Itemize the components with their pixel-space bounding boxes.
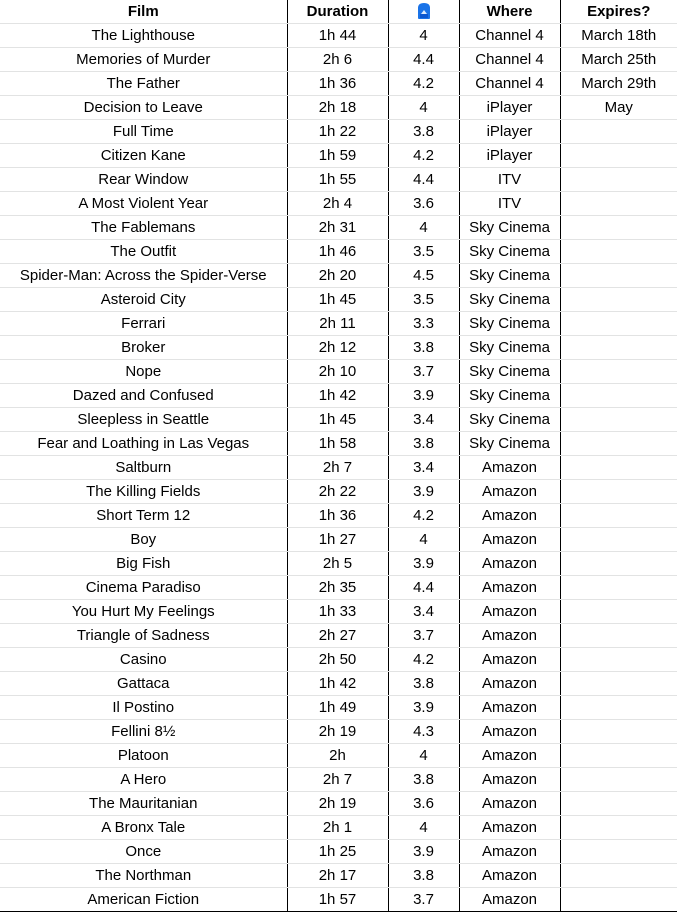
duration-cell[interactable]: 2h 35 — [287, 576, 388, 600]
film-cell[interactable]: Platoon — [0, 744, 287, 768]
expires-cell[interactable] — [560, 888, 677, 912]
duration-cell[interactable]: 1h 59 — [287, 144, 388, 168]
rating-cell[interactable]: 3.4 — [388, 456, 459, 480]
table-row — [0, 720, 677, 744]
expires-cell[interactable] — [560, 768, 677, 792]
duration-cell[interactable]: 2h 17 — [287, 864, 388, 888]
film-cell[interactable]: Saltburn — [0, 456, 287, 480]
rating-badge-icon — [416, 2, 432, 20]
where-cell[interactable]: Amazon — [459, 672, 560, 696]
where-cell[interactable]: Amazon — [459, 552, 560, 576]
where-cell[interactable]: Amazon — [459, 744, 560, 768]
table-row — [0, 600, 677, 624]
expires-cell[interactable] — [560, 120, 677, 144]
rating-cell[interactable]: 3.8 — [388, 672, 459, 696]
duration-cell[interactable]: 2h 10 — [287, 360, 388, 384]
expires-cell[interactable] — [560, 456, 677, 480]
duration-cell[interactable]: 2h 22 — [287, 480, 388, 504]
film-cell[interactable]: The Killing Fields — [0, 480, 287, 504]
where-cell[interactable]: Sky Cinema — [459, 336, 560, 360]
expires-cell[interactable] — [560, 624, 677, 648]
rating-cell[interactable]: 4.3 — [388, 720, 459, 744]
rating-cell[interactable]: 3.9 — [388, 696, 459, 720]
duration-cell[interactable]: 1h 36 — [287, 504, 388, 528]
expires-cell[interactable] — [560, 216, 677, 240]
duration-cell[interactable]: 1h 22 — [287, 120, 388, 144]
where-cell[interactable]: Amazon — [459, 696, 560, 720]
where-cell[interactable]: Sky Cinema — [459, 288, 560, 312]
film-cell[interactable]: A Bronx Tale — [0, 816, 287, 840]
table-row — [0, 696, 677, 720]
rating-cell[interactable]: 4.2 — [388, 648, 459, 672]
table-row — [0, 624, 677, 648]
rating-cell[interactable]: 3.6 — [388, 192, 459, 216]
film-cell[interactable]: Il Postino — [0, 696, 287, 720]
where-cell[interactable]: iPlayer — [459, 144, 560, 168]
expires-cell[interactable] — [560, 528, 677, 552]
table-row — [0, 312, 677, 336]
where-cell[interactable]: Amazon — [459, 480, 560, 504]
rating-cell[interactable]: 4.5 — [388, 264, 459, 288]
duration-cell[interactable]: 1h 27 — [287, 528, 388, 552]
header-row — [0, 0, 677, 24]
where-cell[interactable]: Amazon — [459, 576, 560, 600]
film-cell[interactable]: Dazed and Confused — [0, 384, 287, 408]
duration-cell[interactable]: 2h 4 — [287, 192, 388, 216]
expires-cell[interactable] — [560, 480, 677, 504]
where-cell[interactable]: Sky Cinema — [459, 240, 560, 264]
where-cell[interactable]: iPlayer — [459, 96, 560, 120]
duration-cell[interactable]: 2h — [287, 744, 388, 768]
rating-cell[interactable]: 3.9 — [388, 552, 459, 576]
film-cell[interactable]: Fellini 8½ — [0, 720, 287, 744]
film-cell[interactable]: Once — [0, 840, 287, 864]
header-rating[interactable] — [388, 0, 459, 24]
film-cell[interactable]: The Northman — [0, 864, 287, 888]
where-cell[interactable]: Amazon — [459, 504, 560, 528]
table-row — [0, 408, 677, 432]
duration-cell[interactable]: 2h 11 — [287, 312, 388, 336]
table-row — [0, 792, 677, 816]
expires-cell[interactable] — [560, 840, 677, 864]
rating-cell[interactable]: 4 — [388, 744, 459, 768]
duration-cell[interactable]: 2h 12 — [287, 336, 388, 360]
rating-cell[interactable]: 4 — [388, 816, 459, 840]
table-row — [0, 840, 677, 864]
expires-cell[interactable] — [560, 168, 677, 192]
duration-cell[interactable]: 1h 45 — [287, 288, 388, 312]
duration-cell[interactable]: 1h 55 — [287, 168, 388, 192]
where-cell[interactable]: Amazon — [459, 648, 560, 672]
table-row — [0, 744, 677, 768]
duration-cell[interactable]: 2h 7 — [287, 456, 388, 480]
table-row — [0, 504, 677, 528]
duration-cell[interactable]: 2h 5 — [287, 552, 388, 576]
table-row — [0, 432, 677, 456]
where-cell[interactable]: Amazon — [459, 720, 560, 744]
where-cell[interactable]: Sky Cinema — [459, 408, 560, 432]
table-row — [0, 264, 677, 288]
rating-cell[interactable]: 3.9 — [388, 840, 459, 864]
rating-cell[interactable]: 3.7 — [388, 888, 459, 912]
expires-cell[interactable] — [560, 240, 677, 264]
table-row — [0, 528, 677, 552]
where-cell[interactable]: Channel 4 — [459, 48, 560, 72]
where-cell[interactable]: Channel 4 — [459, 24, 560, 48]
expires-cell[interactable] — [560, 792, 677, 816]
rating-cell[interactable]: 3.5 — [388, 240, 459, 264]
expires-cell[interactable] — [560, 864, 677, 888]
expires-cell[interactable] — [560, 720, 677, 744]
duration-cell[interactable]: 1h 46 — [287, 240, 388, 264]
rating-cell[interactable]: 3.8 — [388, 336, 459, 360]
table-row — [0, 72, 677, 96]
table-row — [0, 288, 677, 312]
duration-cell[interactable]: 2h 18 — [287, 96, 388, 120]
where-cell[interactable]: Amazon — [459, 792, 560, 816]
table-row — [0, 672, 677, 696]
duration-cell[interactable]: 2h 31 — [287, 216, 388, 240]
expires-cell[interactable] — [560, 552, 677, 576]
expires-cell[interactable] — [560, 288, 677, 312]
expires-cell[interactable] — [560, 504, 677, 528]
rating-cell[interactable]: 3.4 — [388, 408, 459, 432]
table-row — [0, 336, 677, 360]
where-cell[interactable]: Amazon — [459, 624, 560, 648]
film-cell[interactable]: Rear Window — [0, 168, 287, 192]
rating-cell[interactable]: 3.3 — [388, 312, 459, 336]
film-cell[interactable]: Fear and Loathing in Las Vegas — [0, 432, 287, 456]
expires-cell[interactable] — [560, 648, 677, 672]
header-expires[interactable]: Expires? — [560, 0, 677, 24]
where-cell[interactable]: Amazon — [459, 840, 560, 864]
where-cell[interactable]: Amazon — [459, 768, 560, 792]
expires-cell[interactable] — [560, 672, 677, 696]
duration-cell[interactable]: 1h 49 — [287, 696, 388, 720]
where-cell[interactable]: Sky Cinema — [459, 384, 560, 408]
film-cell[interactable]: Gattaca — [0, 672, 287, 696]
expires-cell[interactable] — [560, 744, 677, 768]
where-cell[interactable]: Amazon — [459, 528, 560, 552]
duration-cell[interactable]: 1h 36 — [287, 72, 388, 96]
expires-cell[interactable]: March 18th — [560, 24, 677, 48]
table-row — [0, 816, 677, 840]
expires-cell[interactable] — [560, 384, 677, 408]
expires-cell[interactable]: March 25th — [560, 48, 677, 72]
rating-cell[interactable]: 3.4 — [388, 600, 459, 624]
table-row — [0, 648, 677, 672]
where-cell[interactable]: Sky Cinema — [459, 432, 560, 456]
rating-cell[interactable]: 3.7 — [388, 624, 459, 648]
expires-cell[interactable] — [560, 576, 677, 600]
expires-cell[interactable] — [560, 336, 677, 360]
film-cell[interactable]: Triangle of Sadness — [0, 624, 287, 648]
rating-cell[interactable]: 4.4 — [388, 48, 459, 72]
rating-cell[interactable]: 4.2 — [388, 144, 459, 168]
expires-cell[interactable] — [560, 696, 677, 720]
expires-cell[interactable] — [560, 264, 677, 288]
expires-cell[interactable] — [560, 192, 677, 216]
expires-cell[interactable]: March 29th — [560, 72, 677, 96]
where-cell[interactable]: Amazon — [459, 864, 560, 888]
film-cell[interactable]: Full Time — [0, 120, 287, 144]
duration-cell[interactable]: 1h 42 — [287, 672, 388, 696]
rating-cell[interactable]: 3.8 — [388, 120, 459, 144]
duration-cell[interactable]: 2h 20 — [287, 264, 388, 288]
duration-cell[interactable]: 2h 19 — [287, 792, 388, 816]
rating-cell[interactable]: 3.7 — [388, 360, 459, 384]
film-cell[interactable]: The Mauritanian — [0, 792, 287, 816]
duration-cell[interactable]: 1h 33 — [287, 600, 388, 624]
duration-cell[interactable]: 2h 27 — [287, 624, 388, 648]
film-cell[interactable]: Citizen Kane — [0, 144, 287, 168]
table-row — [0, 864, 677, 888]
rating-cell[interactable]: 3.6 — [388, 792, 459, 816]
table-row — [0, 576, 677, 600]
where-cell[interactable]: ITV — [459, 168, 560, 192]
film-cell[interactable]: The Lighthouse — [0, 24, 287, 48]
where-cell[interactable]: Amazon — [459, 600, 560, 624]
film-cell[interactable]: Short Term 12 — [0, 504, 287, 528]
expires-cell[interactable] — [560, 432, 677, 456]
where-cell[interactable]: Amazon — [459, 816, 560, 840]
table-row — [0, 144, 677, 168]
table-row — [0, 240, 677, 264]
film-cell[interactable]: Asteroid City — [0, 288, 287, 312]
where-cell[interactable]: Amazon — [459, 456, 560, 480]
rating-cell[interactable]: 4.2 — [388, 504, 459, 528]
rating-cell[interactable]: 3.9 — [388, 480, 459, 504]
where-cell[interactable]: Sky Cinema — [459, 312, 560, 336]
where-cell[interactable]: iPlayer — [459, 120, 560, 144]
film-cell[interactable]: Boy — [0, 528, 287, 552]
film-cell[interactable]: Nope — [0, 360, 287, 384]
header-where[interactable]: Where — [459, 0, 560, 24]
header-duration[interactable]: Duration — [287, 0, 388, 24]
rating-cell[interactable]: 3.8 — [388, 768, 459, 792]
film-cell[interactable]: Broker — [0, 336, 287, 360]
table-row — [0, 480, 677, 504]
film-cell[interactable]: Casino — [0, 648, 287, 672]
where-cell[interactable]: Sky Cinema — [459, 264, 560, 288]
table-row — [0, 888, 677, 912]
table-row — [0, 48, 677, 72]
rating-cell[interactable]: 4 — [388, 216, 459, 240]
duration-cell[interactable]: 2h 50 — [287, 648, 388, 672]
duration-cell[interactable]: 1h 42 — [287, 384, 388, 408]
duration-cell[interactable]: 1h 45 — [287, 408, 388, 432]
where-cell[interactable]: Sky Cinema — [459, 360, 560, 384]
rating-cell[interactable]: 4.2 — [388, 72, 459, 96]
film-cell[interactable]: Cinema Paradiso — [0, 576, 287, 600]
film-cell[interactable]: Memories of Murder — [0, 48, 287, 72]
film-cell[interactable]: Big Fish — [0, 552, 287, 576]
film-cell[interactable]: American Fiction — [0, 888, 287, 912]
film-cell[interactable]: The Outfit — [0, 240, 287, 264]
table-row — [0, 96, 677, 120]
expires-cell[interactable] — [560, 360, 677, 384]
table-body — [0, 24, 677, 912]
where-cell[interactable]: ITV — [459, 192, 560, 216]
rating-cell[interactable]: 4.4 — [388, 576, 459, 600]
table-row — [0, 456, 677, 480]
expires-cell[interactable] — [560, 312, 677, 336]
table-row — [0, 552, 677, 576]
film-cell[interactable]: Spider-Man: Across the Spider-Verse — [0, 264, 287, 288]
rating-cell[interactable]: 4 — [388, 24, 459, 48]
film-cell[interactable]: Ferrari — [0, 312, 287, 336]
duration-cell[interactable]: 1h 58 — [287, 432, 388, 456]
duration-cell[interactable]: 1h 25 — [287, 840, 388, 864]
film-cell[interactable]: A Hero — [0, 768, 287, 792]
table-row — [0, 384, 677, 408]
header-film[interactable]: Film — [0, 0, 287, 24]
film-cell[interactable]: The Father — [0, 72, 287, 96]
duration-cell[interactable]: 2h 7 — [287, 768, 388, 792]
film-cell[interactable]: Decision to Leave — [0, 96, 287, 120]
duration-cell[interactable]: 2h 1 — [287, 816, 388, 840]
table-row — [0, 120, 677, 144]
where-cell[interactable]: Channel 4 — [459, 72, 560, 96]
film-cell[interactable]: Sleepless in Seattle — [0, 408, 287, 432]
table-row — [0, 168, 677, 192]
film-cell[interactable]: The Fablemans — [0, 216, 287, 240]
rating-cell[interactable]: 3.5 — [388, 288, 459, 312]
expires-cell[interactable]: May — [560, 96, 677, 120]
rating-cell[interactable]: 3.8 — [388, 432, 459, 456]
rating-cell[interactable]: 3.9 — [388, 384, 459, 408]
expires-cell[interactable] — [560, 816, 677, 840]
expires-cell[interactable] — [560, 408, 677, 432]
duration-cell[interactable]: 2h 6 — [287, 48, 388, 72]
table-row — [0, 216, 677, 240]
table-row — [0, 192, 677, 216]
rating-cell[interactable]: 4.4 — [388, 168, 459, 192]
where-cell[interactable]: Amazon — [459, 888, 560, 912]
duration-cell[interactable]: 1h 57 — [287, 888, 388, 912]
expires-cell[interactable] — [560, 144, 677, 168]
film-cell[interactable]: A Most Violent Year — [0, 192, 287, 216]
table-row — [0, 24, 677, 48]
where-cell[interactable]: Sky Cinema — [459, 216, 560, 240]
rating-cell[interactable]: 4 — [388, 96, 459, 120]
rating-cell[interactable]: 3.8 — [388, 864, 459, 888]
film-cell[interactable]: You Hurt My Feelings — [0, 600, 287, 624]
table-row — [0, 360, 677, 384]
expires-cell[interactable] — [560, 600, 677, 624]
rating-cell[interactable]: 4 — [388, 528, 459, 552]
duration-cell[interactable]: 1h 44 — [287, 24, 388, 48]
duration-cell[interactable]: 2h 19 — [287, 720, 388, 744]
table-row — [0, 768, 677, 792]
